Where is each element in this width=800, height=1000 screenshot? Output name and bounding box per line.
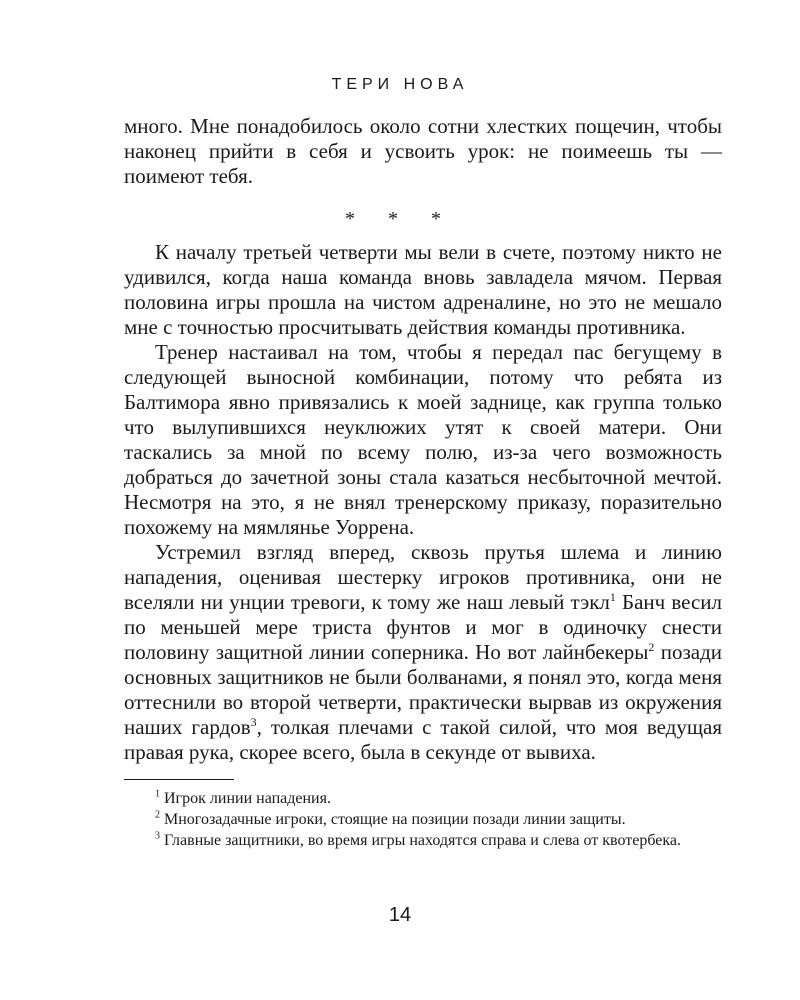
footnote [124, 830, 722, 851]
footnote-reference[interactable]: 3 [250, 715, 257, 729]
paragraph-segment: позади основных защитников не были болванами, я понял это, когда меня оттеснили во второй четверти, практически вырвав из окружения наших гардов [124, 640, 722, 739]
paragraph: К началу третьей четверти мы вели в счете, поэтому никто не удивился, когда наша команда вновь завладела мячом. Первая половина игры прошла на чистом адреналине, но это не мешало мне с точностью просчитывать действия команды противника. [124, 240, 722, 339]
footnote-marker: 2 [155, 809, 160, 821]
footnote-marker: 1 [155, 788, 160, 800]
paragraph [124, 540, 722, 765]
footnotes [124, 788, 722, 851]
footnote-marker: 3 [155, 830, 160, 842]
main-text [124, 240, 722, 765]
running-header: ТЕРИ НОВА [331, 76, 469, 93]
footnote [124, 788, 722, 809]
footnote-text: Многозадачные игроки, стоящие на позиции позади линии защиты. [160, 811, 626, 828]
paragraph-continuation: много. Мне понадобилось около сотни хлестких пощечин, чтобы наконец прийти в себя и усвоить урок: не поимеешь ты — поимеют тебя. [124, 114, 722, 188]
paragraph-segment: Банч весил по меньшей мере триста фунтов и мог в одиночку снести половину защитной линии соперника. Но вот лайнбекеры [124, 590, 722, 664]
footnote-reference[interactable]: 2 [648, 640, 655, 654]
footnote-text: Главные защитники, во время игры находятся справа и слева от квотербека. [160, 832, 682, 849]
footnote-reference[interactable]: 1 [609, 590, 616, 604]
paragraph: Тренер настаивал на том, чтобы я передал пас бегущему в следующей выносной комбинации, потому что ребята из Балтимора явно привязались к моей заднице, как группа только что вылупившихся неуклюжих утят к своей матери. Они таскались за мной по всему полю, из-за чего возможность добраться до зачетной зоны стала казаться несбыточной мечтой. Несмотря на это, я не внял тренерскому приказу, поразительно похожему на мямлянье Уоррена. [124, 340, 722, 539]
footnote-text: Игрок линии нападения. [160, 790, 331, 807]
paragraph-segment: , толкая плечами с такой силой, что моя ведущая правая рука, скорее всего, была в секунде от вывиха. [124, 715, 722, 764]
footnote-separator [124, 779, 234, 780]
intro-text [124, 114, 722, 189]
page-number: 14 [388, 904, 412, 926]
section-divider: * * * [345, 208, 455, 230]
paragraph-segment: Устремил взгляд вперед, сквозь прутья шлема и линию нападения, оценивая шестерку игроков противника, они не вселяли ни унции тревоги, к тому же наш левый тэкл [124, 540, 722, 614]
footnote [124, 809, 722, 830]
